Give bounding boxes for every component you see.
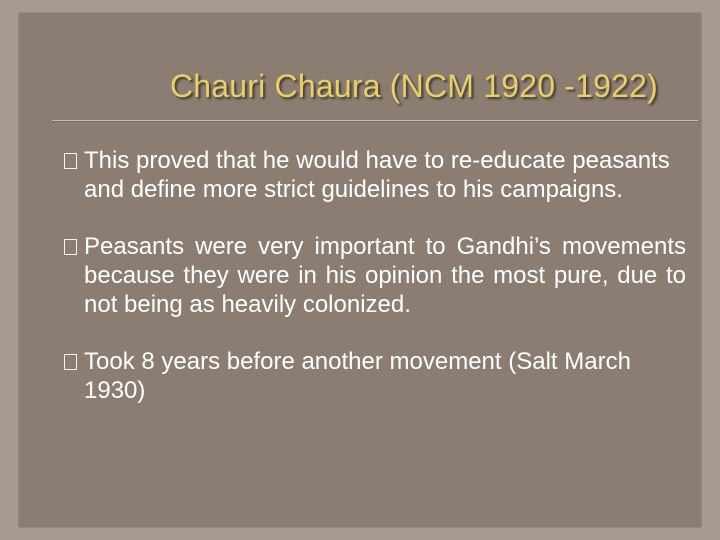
slide-title: Chauri Chaura (NCM 1920 -1922) [170, 68, 658, 104]
square-bullet-icon [64, 153, 77, 169]
slide [18, 12, 702, 528]
bullet-item [64, 232, 686, 319]
bullet-list [64, 146, 686, 433]
bullet-item [64, 347, 686, 405]
bullet-text: Took 8 years before another movement (Salt March 1930) [84, 348, 631, 404]
bullet-text: This proved that he would have to re-educate peasants and define more strict guidelines to his campaigns. [84, 147, 670, 203]
square-bullet-icon [64, 354, 77, 370]
bullet-text: Peasants were very important to Gandhi’s movements because they were in his opinion the most pure, due to not being as heavily colonized. [84, 233, 686, 318]
square-bullet-icon [64, 239, 77, 255]
bullet-item [64, 146, 686, 204]
title-divider [52, 120, 698, 121]
